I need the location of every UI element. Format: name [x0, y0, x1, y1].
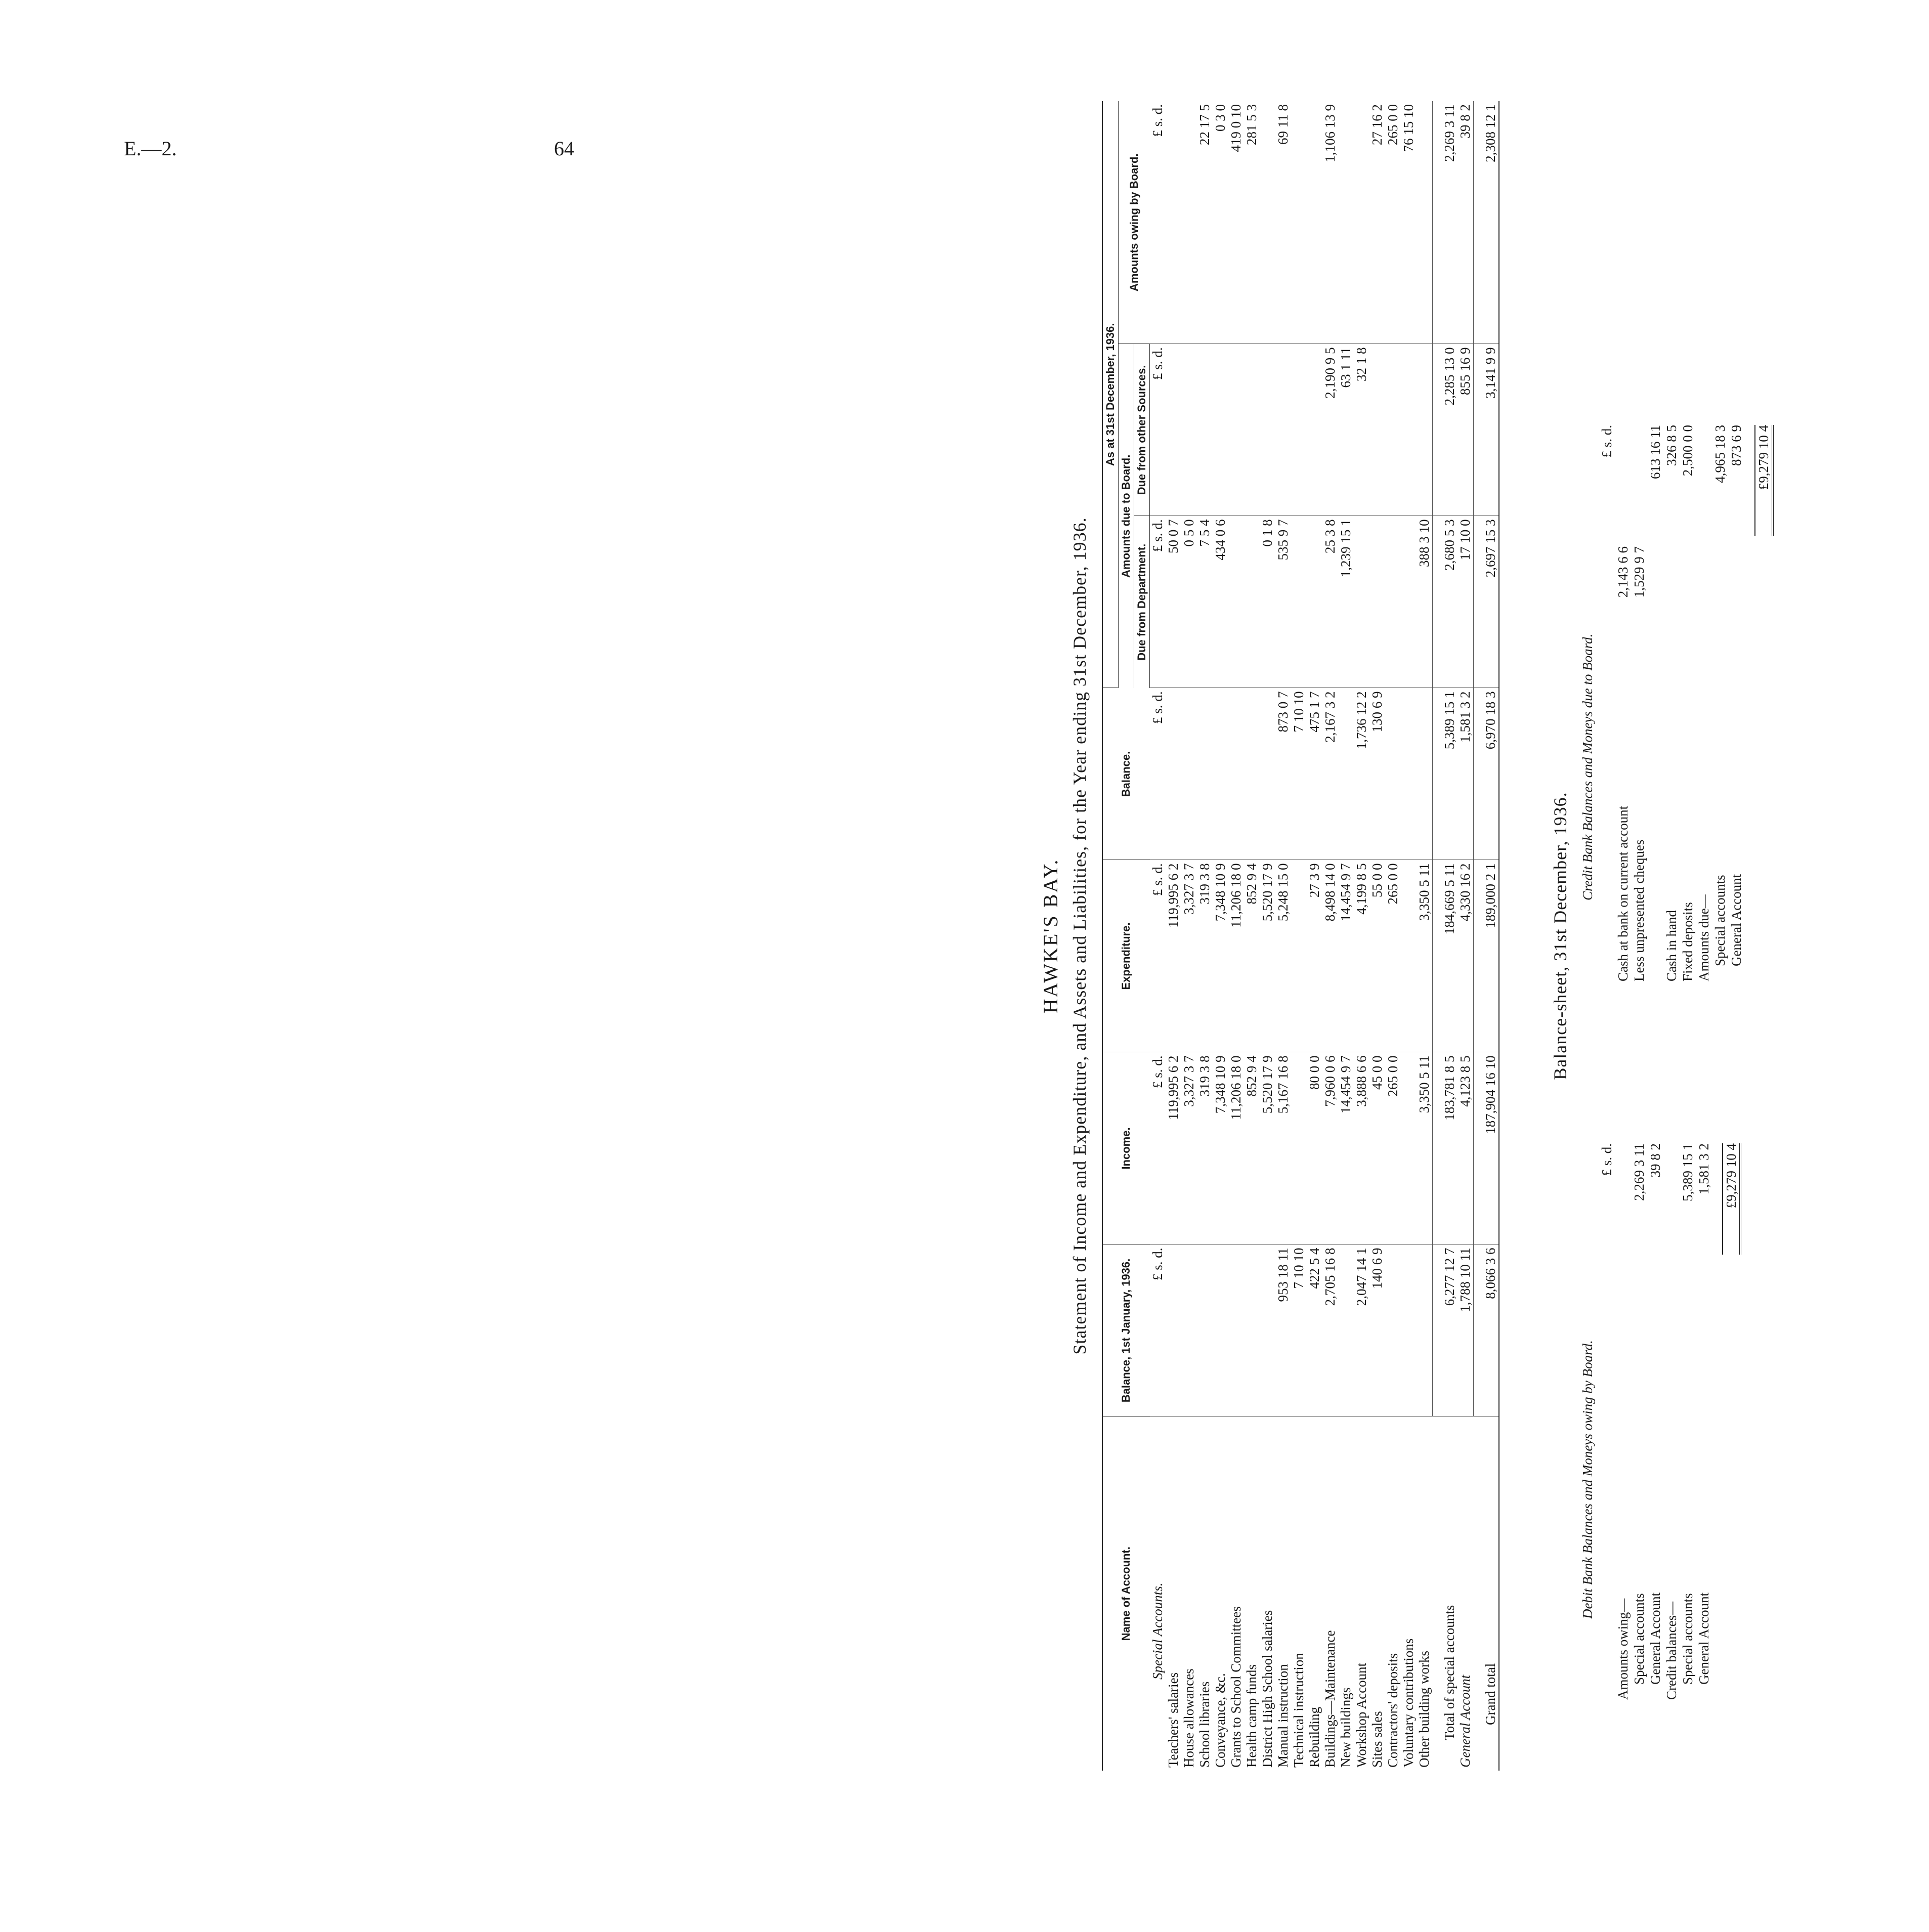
balance-sheet-row [1647, 992, 1663, 1700]
amount-exp: 11,206 18 0 [1228, 860, 1244, 1052]
account-name: Buildings—Maintenance [1322, 1630, 1338, 1768]
amount-exp: 3,350 5 11 [1417, 860, 1433, 1052]
amount-owing [1354, 101, 1369, 344]
amount-balance [1338, 688, 1354, 860]
amount-inc: 319 3 8 [1197, 1052, 1213, 1244]
amount-owing [1291, 101, 1307, 344]
amount-bal [1166, 1244, 1181, 1416]
amount-bal: 8,066 3 6 [1474, 1244, 1499, 1416]
table-row [1260, 101, 1275, 1771]
col-due-dept: Due from Department. [1134, 516, 1150, 688]
amount-exp: 27 3 9 [1307, 860, 1322, 1052]
amount-dept: 0 1 8 [1260, 516, 1275, 688]
lsd-header: £ s. d. [1150, 688, 1166, 860]
amount-dept: 535 9 7 [1275, 516, 1291, 688]
bs-amount-2: 2,500 0 0 [1680, 425, 1695, 477]
amount-other: 855 16 9 [1458, 344, 1474, 516]
debit-caption: Debit Bank Balances and Moneys owing by Board. [1580, 1340, 1595, 1619]
amount-other: 63 1 11 [1338, 344, 1354, 516]
amount-owing: 69 11 8 [1275, 101, 1291, 344]
table-row [1354, 101, 1369, 1771]
table-row [1322, 101, 1338, 1771]
amount-exp: 5,520 17 9 [1260, 860, 1275, 1052]
amount-dept: 25 3 8 [1322, 516, 1338, 688]
account-name: Conveyance, &c. [1213, 1673, 1228, 1768]
page-header [0, 137, 1167, 167]
balance-sheet-row [1647, 273, 1663, 981]
amount-owing [1181, 101, 1197, 344]
amount-dept: 0 5 0 [1181, 516, 1197, 688]
amount-bal [1244, 1244, 1260, 1416]
amount-inc: 265 0 0 [1385, 1052, 1401, 1244]
amount-balance: 130 6 9 [1369, 688, 1385, 860]
amount-dept: 388 3 10 [1417, 516, 1433, 688]
amount-inc [1401, 1052, 1417, 1244]
bs-label: General Account [1729, 874, 1744, 966]
credit-caption: Credit Bank Balances and Moneys due to Board. [1580, 633, 1595, 900]
account-name: General Account [1458, 1675, 1473, 1768]
amount-inc: 4,123 8 5 [1458, 1052, 1474, 1244]
bs-label: Special accounts [1680, 1593, 1695, 1685]
amount-other: 32 1 8 [1354, 344, 1369, 516]
amount-exp: 184,669 5 11 [1433, 860, 1458, 1052]
amount-dept [1369, 516, 1385, 688]
amount-dept: 434 0 6 [1213, 516, 1228, 688]
table-row [1228, 101, 1244, 1771]
amount-bal [1260, 1244, 1275, 1416]
table-row [1401, 101, 1417, 1771]
bs-label: Amounts owing— [1615, 1598, 1631, 1700]
amount-owing: 281 5 3 [1244, 101, 1260, 344]
amount-inc: 119,995 6 2 [1166, 1052, 1181, 1244]
bs-label: Credit balances— [1664, 1601, 1679, 1700]
col-due-other: Due from other Sources. [1134, 344, 1150, 516]
balance-sheet-row [1696, 992, 1712, 1700]
account-name: Health camp funds [1244, 1664, 1259, 1768]
table-body [1150, 101, 1499, 1771]
balance-sheet-row [1728, 273, 1744, 981]
amount-balance [1385, 688, 1401, 860]
account-name: Sites sales [1369, 1711, 1385, 1768]
amount-exp [1401, 860, 1417, 1052]
amount-inc: 187,904 16 10 [1474, 1052, 1499, 1244]
amount-dept [1244, 516, 1260, 688]
amount-dept [1228, 516, 1244, 688]
bs-label: Fixed deposits [1680, 902, 1695, 981]
amount-dept: 50 0 7 [1166, 516, 1181, 688]
income-expenditure-table [1102, 101, 1499, 1771]
account-name: Voluntary contributions [1401, 1638, 1416, 1768]
amount-balance [1417, 688, 1433, 860]
amount-exp: 8,498 14 0 [1322, 860, 1338, 1052]
amount-dept: 7 5 4 [1197, 516, 1213, 688]
amount-inc: 14,454 9 7 [1338, 1052, 1354, 1244]
amount-exp [1291, 860, 1307, 1052]
amount-owing [1166, 101, 1181, 344]
bs-label: Special accounts [1712, 875, 1728, 966]
col-amounts-due: Amounts due to Board. [1119, 344, 1134, 688]
amount-balance [1197, 688, 1213, 860]
amount-balance: 475 1 7 [1307, 688, 1322, 860]
rotated-statement [1039, 101, 1929, 1771]
lsd-header: £ s. d. [1150, 344, 1166, 516]
amount-owing [1417, 101, 1433, 344]
col-as-at: As at 31st December, 1936. [1102, 101, 1119, 688]
bs-label: Special accounts [1632, 1593, 1647, 1685]
amount-bal [1181, 1244, 1197, 1416]
amount-other [1275, 344, 1291, 516]
table-row [1166, 101, 1181, 1771]
amount-bal: 2,047 14 1 [1354, 1244, 1369, 1416]
amount-inc: 3,350 5 11 [1417, 1052, 1433, 1244]
amount-inc: 852 9 4 [1244, 1052, 1260, 1244]
bs-label: Cash at bank on current account [1615, 805, 1631, 981]
bs-amount-2: 39 8 2 [1648, 1143, 1663, 1178]
table-row [1338, 101, 1354, 1771]
amount-owing: 39 8 2 [1458, 101, 1474, 344]
amount-owing: 76 15 10 [1401, 101, 1417, 344]
amount-other: 2,285 13 0 [1433, 344, 1458, 516]
amount-inc: 5,520 17 9 [1260, 1052, 1275, 1244]
amount-balance: 1,736 12 2 [1354, 688, 1369, 860]
amount-exp: 5,248 15 0 [1275, 860, 1291, 1052]
bs-label: General Account [1648, 1592, 1663, 1685]
balance-sheet-row [1615, 273, 1631, 981]
amount-other [1385, 344, 1401, 516]
amount-exp: 4,199 8 5 [1354, 860, 1369, 1052]
amount-other [1369, 344, 1385, 516]
document-reference: E.—2. [124, 137, 177, 160]
amount-owing: 1,106 13 9 [1322, 101, 1338, 344]
balance-sheet-row [1663, 273, 1680, 981]
amount-exp: 852 9 4 [1244, 860, 1260, 1052]
balance-sheet-row [1696, 273, 1712, 981]
amount-owing: 27 16 2 [1369, 101, 1385, 344]
bs-amount-2: 613 16 11 [1648, 425, 1663, 479]
amount-dept: 2,697 15 3 [1474, 516, 1499, 688]
bs-amount-2: 5,389 15 1 [1680, 1143, 1695, 1201]
amount-other [1401, 344, 1417, 516]
amount-bal [1401, 1244, 1417, 1416]
amount-balance: 5,389 15 1 [1433, 688, 1458, 860]
amount-balance [1244, 688, 1260, 860]
account-name: Grants to School Committees [1228, 1606, 1244, 1768]
bs-amount-2: 873 6 9 [1729, 425, 1744, 466]
bs-label: General Account [1696, 1592, 1711, 1685]
amount-inc: 5,167 16 8 [1275, 1052, 1291, 1244]
amount-other [1181, 344, 1197, 516]
amount-other [1197, 344, 1213, 516]
account-name: Rebuilding [1307, 1707, 1322, 1768]
amount-dept [1401, 516, 1417, 688]
bs-amount-2: 2,269 3 11 [1632, 1143, 1647, 1201]
amount-dept [1385, 516, 1401, 688]
amount-inc: 80 0 0 [1307, 1052, 1322, 1244]
amount-bal: 953 18 11 [1275, 1244, 1291, 1416]
amount-balance [1260, 688, 1275, 860]
lsd-header: £ s. d. [1150, 1244, 1166, 1416]
page-title: HAWKE'S BAY. [1039, 858, 1062, 1014]
amount-exp: 265 0 0 [1385, 860, 1401, 1052]
amount-bal: 1,788 10 11 [1458, 1244, 1474, 1416]
amount-inc [1291, 1052, 1307, 1244]
lsd-header: £ s. d. [1599, 1143, 1614, 1176]
amount-dept: 17 10 0 [1458, 516, 1474, 688]
table-row [1291, 101, 1307, 1771]
amount-bal [1338, 1244, 1354, 1416]
amount-balance [1181, 688, 1197, 860]
account-name: House allowances [1181, 1668, 1196, 1768]
col-name: Name of Account. [1102, 1416, 1150, 1771]
lsd-header: £ s. d. [1150, 101, 1166, 344]
table-row [1433, 101, 1458, 1771]
account-name: School libraries [1197, 1681, 1212, 1768]
balance-sheet-title: Balance-sheet, 31st December, 1936. [1550, 792, 1570, 1080]
col-expenditure: Expenditure. [1102, 860, 1150, 1052]
account-name: Technical instruction [1291, 1653, 1306, 1768]
amount-owing: 265 0 0 [1385, 101, 1401, 344]
amount-exp: 7,348 10 9 [1213, 860, 1228, 1052]
amount-other [1213, 344, 1228, 516]
amount-inc: 7,348 10 9 [1213, 1052, 1228, 1244]
amount-exp: 4,330 16 2 [1458, 860, 1474, 1052]
amount-other [1228, 344, 1244, 516]
amount-inc: 45 0 0 [1369, 1052, 1385, 1244]
col-balance-start: Balance, 1st January, 1936. [1102, 1244, 1150, 1416]
amount-balance: 1,581 3 2 [1458, 688, 1474, 860]
amount-other [1307, 344, 1322, 516]
amount-owing [1260, 101, 1275, 344]
amount-other: 3,141 9 9 [1474, 344, 1499, 516]
col-balance: Balance. [1102, 688, 1150, 860]
account-name: Teachers' salaries [1166, 1672, 1181, 1768]
amount-bal: 2,705 16 8 [1322, 1244, 1338, 1416]
account-name: Total of special accounts [1441, 1605, 1457, 1740]
balance-sheet-row [1631, 273, 1647, 981]
bs-label: Amounts due— [1696, 894, 1711, 981]
amount-dept: 2,680 5 3 [1433, 516, 1458, 688]
amount-exp: 55 0 0 [1369, 860, 1385, 1052]
account-name: District High School salaries [1260, 1610, 1275, 1768]
account-name: Workshop Account [1354, 1662, 1369, 1768]
bs-amount-2: 1,581 3 2 [1696, 1143, 1711, 1195]
amount-balance [1228, 688, 1244, 860]
amount-owing: 2,269 3 11 [1433, 101, 1458, 344]
amount-exp: 319 3 8 [1197, 860, 1213, 1052]
amount-owing: 22 17 5 [1197, 101, 1213, 344]
amount-balance [1213, 688, 1228, 860]
amount-inc: 3,327 3 7 [1181, 1052, 1197, 1244]
amount-other [1291, 344, 1307, 516]
amount-bal [1228, 1244, 1244, 1416]
bs-label: Less unpresented cheques [1632, 839, 1647, 981]
account-name: Grand total [1474, 1416, 1499, 1771]
table-row [1458, 101, 1474, 1771]
amount-bal [1417, 1244, 1433, 1416]
bs-amount-2: 326 8 5 [1664, 425, 1679, 466]
balance-sheet-row [1663, 992, 1680, 1700]
balance-sheet-row [1712, 273, 1728, 981]
col-owing: Amounts owing by Board. [1119, 101, 1150, 344]
bs-amount-2: 4,965 18 3 [1712, 425, 1728, 483]
amount-inc: 3,888 6 6 [1354, 1052, 1369, 1244]
amount-other: 2,190 9 5 [1322, 344, 1338, 516]
amount-bal: 7 10 10 [1291, 1244, 1307, 1416]
account-name: Manual instruction [1275, 1664, 1291, 1768]
amount-exp: 14,454 9 7 [1338, 860, 1354, 1052]
bs-amount-1: 2,143 6 6 [1615, 546, 1631, 598]
amount-owing: 0 3 0 [1213, 101, 1228, 344]
amount-inc: 183,781 8 5 [1433, 1052, 1458, 1244]
table-row [1275, 101, 1291, 1771]
table-row [1213, 101, 1228, 1771]
amount-other [1166, 344, 1181, 516]
balance-sheet-row [1680, 992, 1696, 1700]
table-row [1369, 101, 1385, 1771]
lsd-header: £ s. d. [1599, 425, 1614, 458]
table-row [1197, 101, 1213, 1771]
section-label: Special Accounts. [1150, 1582, 1165, 1680]
bs-label: Cash in hand [1664, 910, 1679, 981]
amount-dept [1291, 516, 1307, 688]
bs-amount-1: 1,529 9 7 [1632, 546, 1647, 598]
amount-other [1244, 344, 1260, 516]
balance-sheet-debit [1580, 992, 1738, 1700]
amount-bal [1385, 1244, 1401, 1416]
lsd-header: £ s. d. [1150, 516, 1166, 688]
amount-balance: 6,970 18 3 [1474, 688, 1499, 860]
lsd-header: £ s. d. [1150, 860, 1166, 1052]
table-row [1181, 101, 1197, 1771]
amount-exp: 119,995 6 2 [1166, 860, 1181, 1052]
bs-total: £9,279 10 4 [1754, 425, 1774, 536]
amount-bal: 422 5 4 [1307, 1244, 1322, 1416]
lsd-header: £ s. d. [1150, 1052, 1166, 1244]
col-income: Income. [1102, 1052, 1150, 1244]
account-name: Other building works [1417, 1651, 1432, 1768]
amount-balance: 7 10 10 [1291, 688, 1307, 860]
table-row [1474, 101, 1499, 1771]
amount-owing [1307, 101, 1322, 344]
amount-owing: 2,308 12 1 [1474, 101, 1499, 344]
balance-sheet-credit [1580, 273, 1771, 981]
amount-balance: 2,167 3 2 [1322, 688, 1338, 860]
table-row [1385, 101, 1401, 1771]
table-row [1244, 101, 1260, 1771]
account-name: Contractors' deposits [1385, 1653, 1400, 1768]
amount-other [1260, 344, 1275, 516]
amount-balance [1166, 688, 1181, 860]
amount-exp: 3,327 3 7 [1181, 860, 1197, 1052]
amount-bal [1197, 1244, 1213, 1416]
amount-bal [1213, 1244, 1228, 1416]
amount-exp: 189,000 2 1 [1474, 860, 1499, 1052]
amount-balance [1401, 688, 1417, 860]
bs-total: £9,279 10 4 [1722, 1143, 1741, 1255]
statement-subtitle: Statement of Income and Expenditure, and Assets and Liabilities, for the Year ending 31st December, 1936. [1069, 517, 1090, 1355]
amount-dept [1307, 516, 1322, 688]
balance-sheet-row [1631, 992, 1647, 1700]
page-number: 64 [554, 137, 574, 160]
amount-inc: 11,206 18 0 [1228, 1052, 1244, 1244]
account-name: New buildings [1338, 1687, 1353, 1768]
table-row [1307, 101, 1322, 1771]
table-row [1417, 101, 1433, 1771]
amount-other [1417, 344, 1433, 516]
balance-sheet-row [1615, 992, 1631, 1700]
amount-dept: 1,239 15 1 [1338, 516, 1354, 688]
amount-owing: 419 0 10 [1228, 101, 1244, 344]
amount-balance: 873 0 7 [1275, 688, 1291, 860]
amount-owing [1338, 101, 1354, 344]
amount-inc: 7,960 0 6 [1322, 1052, 1338, 1244]
amount-dept [1354, 516, 1369, 688]
amount-bal: 6,277 12 7 [1433, 1244, 1458, 1416]
amount-bal: 140 6 9 [1369, 1244, 1385, 1416]
balance-sheet-row [1680, 273, 1696, 981]
